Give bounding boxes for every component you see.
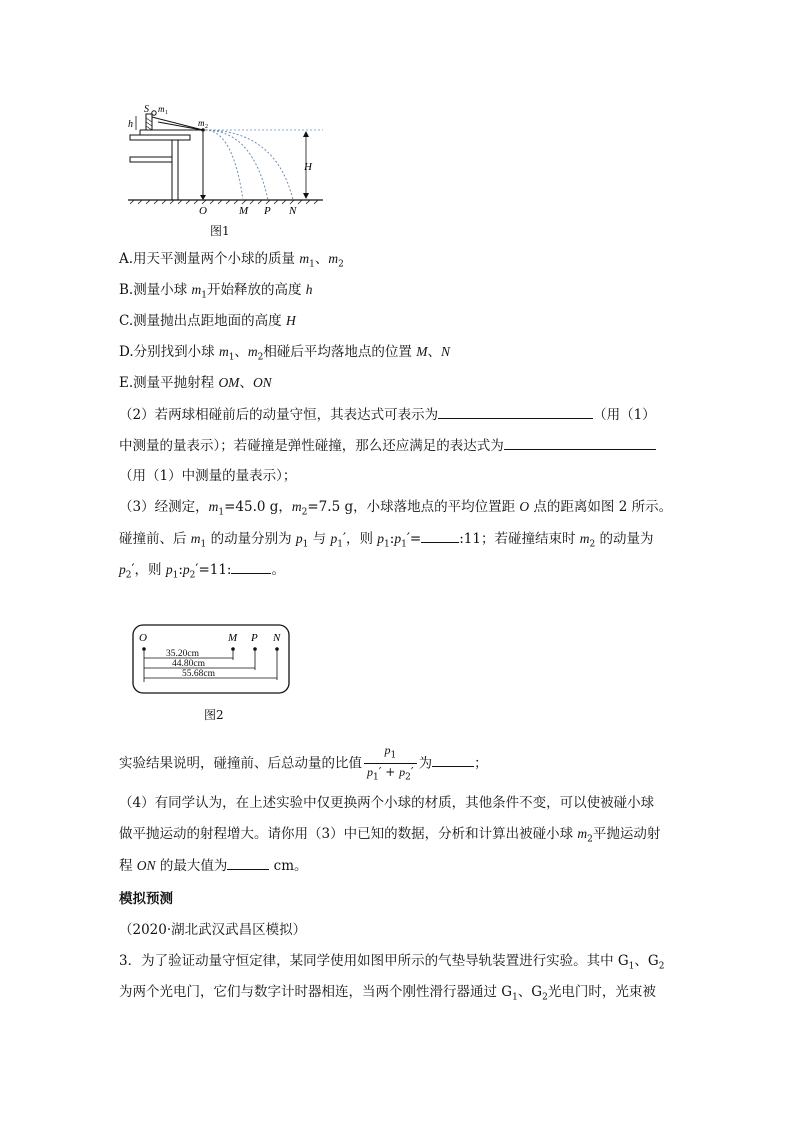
fig2-distance-on: 55.68cm: [182, 669, 215, 679]
figure-2-caption: 图2: [204, 708, 224, 722]
figure-1-caption: 图1: [210, 224, 230, 238]
q3-line-3: $p_2'$，则 $p_1:p_2'=11$: 。: [119, 559, 285, 586]
problem-3-line-1: 3．为了验证动量守恒定律，某同学使用如图甲所示的气垫导轨装置进行实验。其中 $G_1$、$G_2$: [119, 953, 665, 972]
q3-line-1: （3）经测定，$m_1=45.0$ g，$m_2=7.5$ g，小球落地点的平均位置距 O 点的距离如图 2 所示。: [119, 499, 673, 518]
label-N: N: [289, 205, 297, 217]
section-source: （2020·湖北武汉武昌区模拟）: [119, 922, 307, 938]
option-e: E.测量平抛射程 OM、ON: [119, 375, 272, 391]
problem-3-line-2: 为两个光电门，它们与数字计时器相连，当两个刚性滑行器通过 $G_1$、$G_2$光电门时，光束被: [119, 984, 656, 1003]
label-P: P: [264, 205, 271, 217]
q2-blank-1[interactable]: [438, 404, 593, 419]
fig2-distance-op: 44.80cm: [172, 659, 205, 669]
fig2-distance-om: 35.20cm: [166, 649, 199, 659]
label-m2-sub: 2: [205, 124, 208, 130]
option-b: B.测量小球 $m_1$开始释放的高度 h: [119, 282, 313, 301]
q4-blank[interactable]: [227, 855, 269, 870]
q3-blank-1[interactable]: [421, 528, 459, 543]
label-O: O: [199, 205, 207, 217]
q3-blank-2[interactable]: [231, 559, 271, 574]
label-H: H: [304, 161, 312, 173]
result-blank[interactable]: [432, 752, 474, 767]
q4-line-1: （4）有同学认为，在上述实验中仅更换两个小球的材质，其他条件不变，可以使被碰小球: [119, 795, 655, 811]
option-c: C.测量抛出点距地面的高度 H: [119, 313, 296, 329]
option-d: D.分别找到小球 $m_1$、$m_2$相碰后平均落地点的位置 M、N: [119, 344, 450, 363]
label-s: S: [144, 104, 149, 115]
q2-line-3: （用（1）中测量的量表示）；: [119, 468, 297, 484]
q4-line-2: 做平抛运动的射程增大。请你用（3）中已知的数据，分析和计算出被碰小球 $m_2$平抛运动射: [119, 826, 661, 845]
q3-line-2: 碰撞前、后 $m_1$ 的动量分别为 $p_1$ 与 $p_1'$，则 $p_1:p_1'=$ :11；若碰撞结束时 $m_2$ 的动量为: [119, 528, 654, 555]
q2-blank-2[interactable]: [504, 435, 656, 450]
section-title: 模拟预测: [119, 891, 173, 907]
label-h: h: [128, 119, 133, 130]
fig2-label-M: M: [228, 632, 238, 644]
result-line: 实验结果说明，碰撞前、后总动量的比值 $\frac{p_1}{p_1' + p_2'}$ 为 ；: [119, 742, 488, 786]
q4-line-3: 程 ON 的最大值为 cm。: [119, 855, 308, 876]
label-m2: m: [198, 118, 205, 128]
fig2-label-N: N: [273, 632, 281, 644]
label-m1-sub: 1: [165, 110, 168, 116]
fig2-label-P: P: [251, 632, 258, 644]
figure-2-diagram: [132, 624, 292, 696]
figure-1-diagram: [118, 100, 333, 220]
label-M: M: [239, 205, 249, 217]
momentum-ratio-fraction: $\frac{p_1}{p_1' + p_2'}$: [364, 742, 417, 786]
q2-line-2: 中测量的量表示）；若碰撞是弹性碰撞，那么还应满足的表达式为: [119, 435, 656, 456]
option-a: A.用天平测量两个小球的质量 $m_1$、$m_2$: [119, 251, 344, 270]
q2-line-1: （2）若两球相碰前后的动量守恒，其表达式可表示为 （用（1）: [119, 404, 656, 425]
fig2-label-O: O: [139, 632, 147, 644]
label-m1: m: [158, 104, 165, 114]
